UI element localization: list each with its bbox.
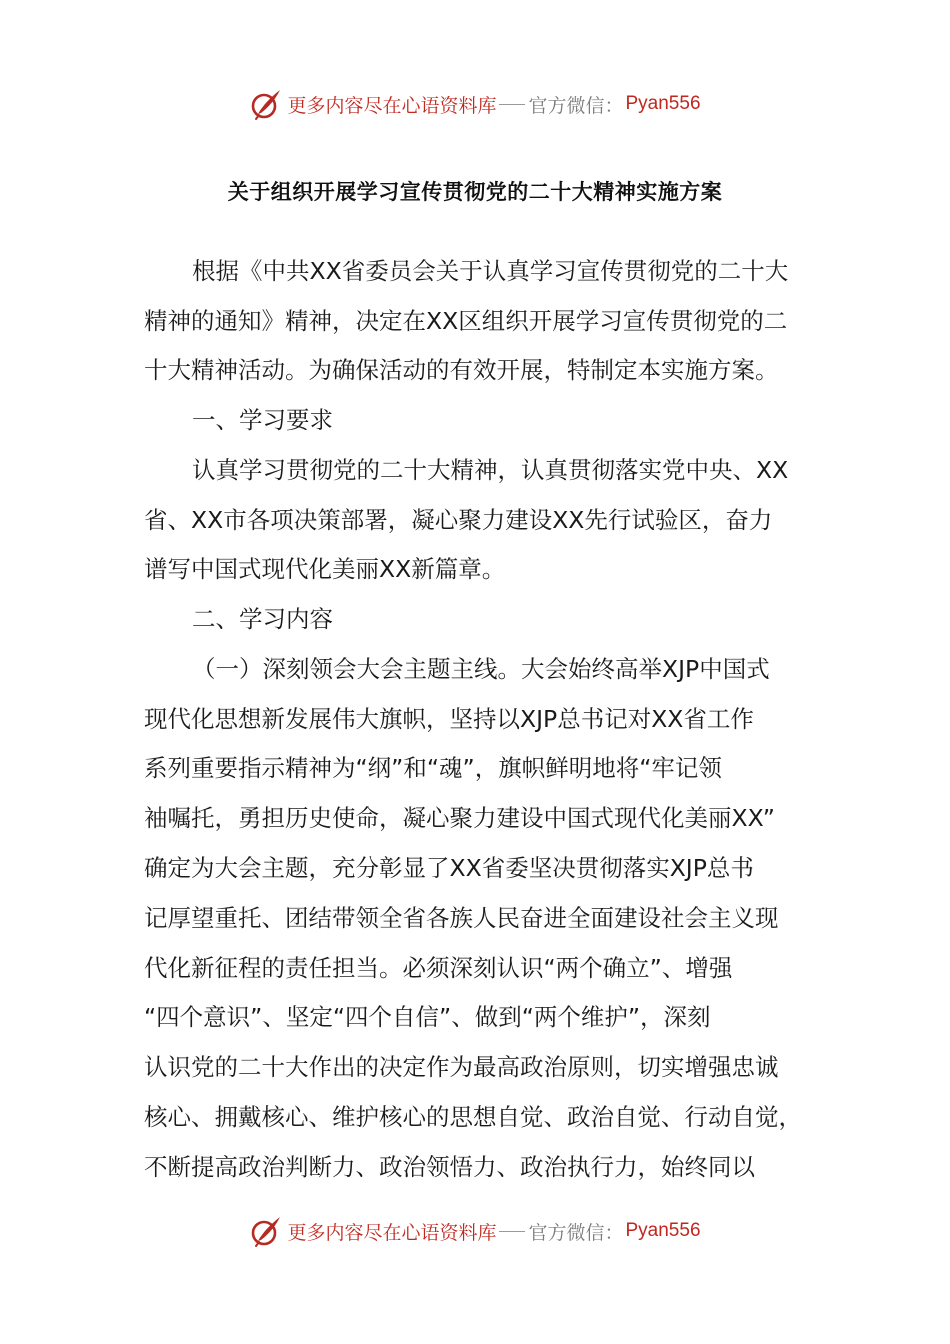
banner-dash [499,104,525,105]
quill-logo-icon [249,87,283,121]
body-line: 精神的通知》精神，决定在XX区组织开展学习宣传贯彻党的二 [144,307,788,335]
header-banner [0,84,950,124]
banner-dash [499,1231,525,1232]
banner-wechat-id: Pyan556 [625,93,701,114]
body-line: 谱写中国式现代化美丽XX新篇章。 [144,555,506,583]
section-heading: 一、学习要求 [192,406,333,434]
body-line: 系列重要指示精神为“纲”和“魂”，旗帜鲜明地将“牢记领 [144,754,722,782]
quill-logo-icon [249,1214,283,1248]
document-title: 关于组织开展学习宣传贯彻党的二十大精神实施方案 [227,180,723,204]
section-heading: 二、学习内容 [192,605,333,633]
body-line: 认识党的二十大作出的决定作为最高政治原则，切实增强忠诚 [144,1053,779,1081]
body-line: 省、XX市各项决策部署，凝心聚力建设XX先行试验区，奋力 [144,506,773,534]
body-line: 记厚望重托、团结带领全省各族人民奋进全面建设社会主义现 [144,904,779,932]
banner-label: 官方微信： [528,1221,624,1244]
body-line: （一）深刻领会大会主题主线。大会始终高举XJP中国式 [192,655,770,683]
banner-main-text: 更多内容尽在心语资料库 [287,94,497,117]
banner-main-text: 更多内容尽在心语资料库 [287,1221,497,1244]
body-line: 代化新征程的责任担当。必须深刻认识“两个确立”、增强 [144,954,733,982]
banner-wechat-id: Pyan556 [625,1220,701,1241]
body-line: 核心、拥戴核心、维护核心的思想自觉、政治自觉、行动自觉， [144,1103,802,1131]
banner-label: 官方微信： [528,94,624,117]
body-line: 根据《中共XX省委员会关于认真学习宣传贯彻党的二十大 [192,257,789,285]
body-line: 不断提高政治判断力、政治领悟力、政治执行力，始终同以 [144,1153,755,1181]
footer-banner [0,1211,950,1251]
body-line: “四个意识”、坚定“四个自信”、做到“两个维护”，深刻 [144,1003,711,1031]
body-line: 袖嘱托，勇担历史使命，凝心聚力建设中国式现代化美丽XX” [144,804,775,832]
body-line: 十大精神活动。为确保活动的有效开展，特制定本实施方案。 [144,356,779,384]
body-line: 认真学习贯彻党的二十大精神，认真贯彻落实党中央、XX [192,456,789,484]
body-line: 现代化思想新发展伟大旗帜，坚持以XJP总书记对XX省工作 [144,705,754,733]
body-line: 确定为大会主题，充分彰显了XX省委坚决贯彻落实XJP总书 [144,854,754,882]
